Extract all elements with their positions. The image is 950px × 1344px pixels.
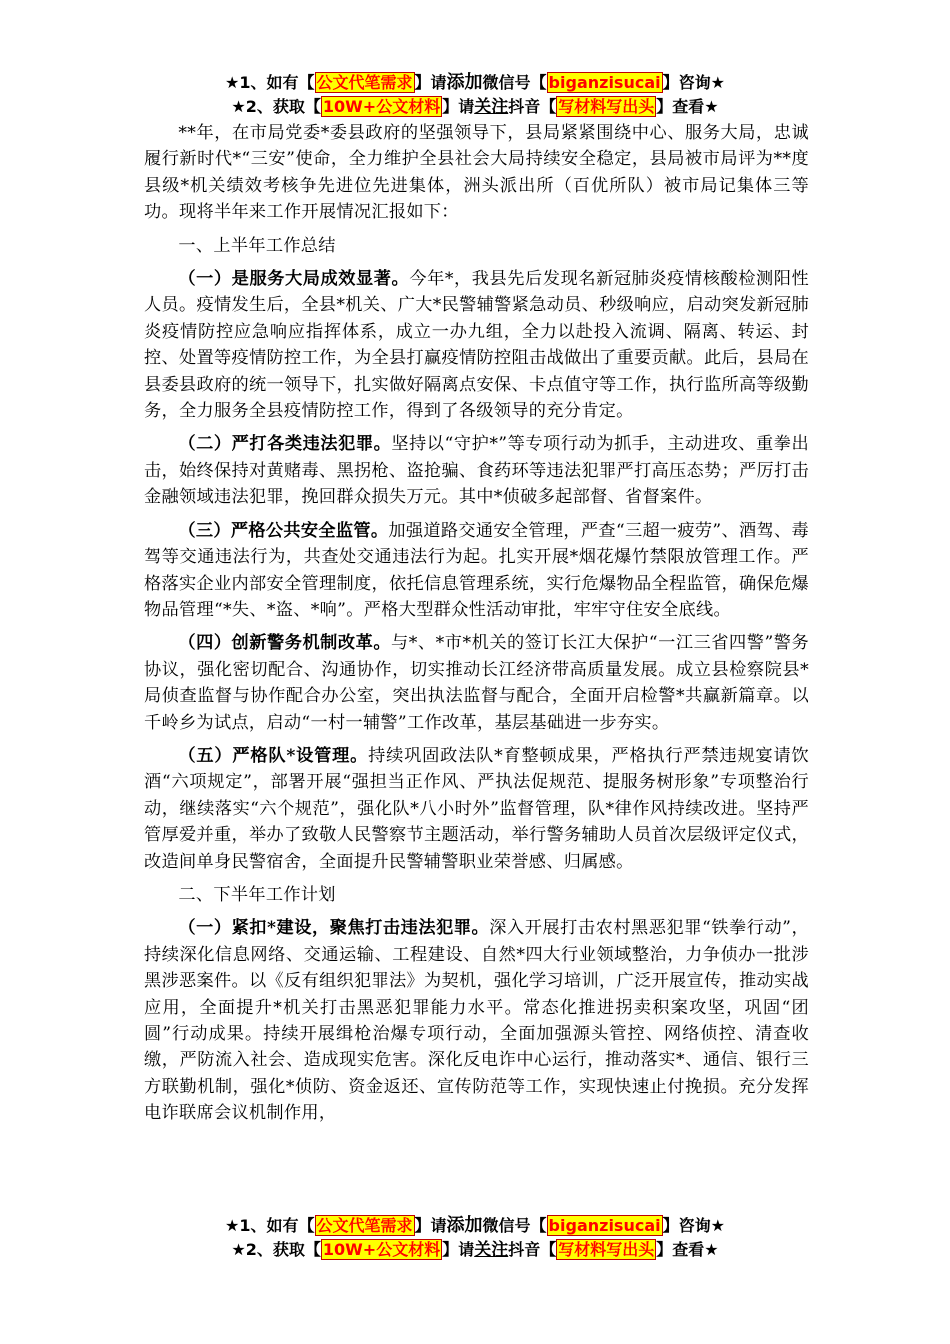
banner-text: 】请 (414, 1216, 447, 1235)
banner-text: 】请 (442, 1240, 475, 1259)
item-text: 深入开展打击农村黑恶犯罪“铁拳行动”，持续深化信息网络、交通运输、工程建设、自然*四大行业领域整治，力争侦办一批涉黑涉恶案件。以《反有组织犯罪法》为契机，强化学习培训，广泛开展宣传，推动实战应用，全面提升*机关打击黑恶犯罪能力水平。常态化推进拐卖积案攻坚，巩固“团圆”行动成果。持续开展缉枪治爆专项行动，全面加强源头管控、网络侦控、清查收缴，严防流入社会、造成现实危害。深化反电诈中心运行，推动落实*、通信、银行三方联勤机制，强化*侦防、资金返还、宣传防范等工作，实现快速止付挽损。充分发挥电诈联席会议机制作用， (144, 918, 809, 1124)
banner-text: 1、如有【 (239, 73, 315, 92)
item-lead: （四）创新警务机制改革。 (178, 633, 392, 654)
highlight-wechat-id: biganzisucai (548, 1216, 661, 1235)
banner-emphasis: 关注 (474, 97, 509, 117)
item-lead: （一）是服务大局成效显著。 (178, 269, 410, 290)
bottom-banner-line-1 (0, 1214, 950, 1238)
banner-text: 】查看★ (656, 1240, 719, 1259)
highlight-materials: 10W+公文材料 (322, 1240, 441, 1259)
item-text: 今年*，我县先后发现名新冠肺炎疫情核酸检测阳性人员。疫情发生后，全县*机关、广大*民警辅警紧急动员、秒级响应，启动突发新冠肺炎疫情防控应急响应指挥体系，成立一办九组，全力以赴投入流调、隔离、转运、封控、处置等疫情防控工作，为全县打赢疫情防控阻击战做出了重要贡献。此后，县局在县委县政府的统一领导下，扎实做好隔离点安保、卡点值守等工作，执行监所高等级勤务，全力服务全县疫情防控工作，得到了各级领导的充分肯定。 (144, 269, 809, 422)
banner-text: 微信号【 (482, 1216, 547, 1235)
banner-emphasis: 添加 (446, 1215, 483, 1236)
banner-text: 】咨询★ (662, 1216, 725, 1235)
banner-text: 】请 (414, 73, 447, 92)
banner-text: 抖音【 (508, 1240, 557, 1259)
banner-text: 1、如有【 (239, 1216, 315, 1235)
paragraph-item (144, 431, 809, 510)
star-icon: ★ (225, 1216, 240, 1235)
item-lead: （五）严格队*设管理。 (178, 745, 369, 766)
banner-text: 抖音【 (508, 97, 557, 116)
paragraph-item (144, 518, 809, 624)
document-body (144, 120, 809, 1134)
highlight-materials: 10W+公文材料 (322, 97, 441, 116)
top-banner-line-2 (0, 95, 950, 119)
paragraph-item (144, 266, 809, 424)
highlight-douyin: 写材料写出头 (558, 97, 655, 116)
star-icon: ★ (231, 97, 246, 116)
banner-text: 】请 (442, 97, 475, 116)
paragraph-item (144, 915, 809, 1126)
banner-text: 微信号【 (482, 73, 547, 92)
item-lead: （三）严格公共安全监管。 (178, 520, 389, 541)
banner-text: 】咨询★ (662, 73, 725, 92)
item-lead: （一）紧扣*建设，聚焦打击违法犯罪。 (178, 918, 490, 939)
star-icon: ★ (225, 73, 240, 92)
section-heading-2: 二、下半年工作计划 (178, 884, 336, 905)
banner-emphasis: 添加 (446, 72, 483, 93)
section-heading-1: 一、上半年工作总结 (178, 235, 336, 256)
item-text: 加强道路交通安全管理，严查“三超一疲劳”、酒驾、毒驾等交通违法行为，共查处交通违法行为起。扎实开展*烟花爆竹禁限放管理工作。严格落实企业内部安全管理制度，依托信息管理系统，实行危爆物品全程监管，确保危爆物品管理“*失、*盗、*响”。严格大型群众性活动审批，牢牢守住安全底线。 (144, 520, 810, 620)
item-text: 持续巩固政法队*育整顿成果，严格执行严禁违规宴请饮酒“六项规定”，部署开展“强担当正作风、严执法促规范、提服务树形象”专项整治行动，继续落实“六个规范”，强化队*八小时外”监督管理，队*律作风持续改进。坚持严管厚爱并重，举办了致敬人民警察节主题活动，举行警务辅助人员首次层级评定仪式，改造间单身民警宿舍，全面提升民警辅警职业荣誉感、归属感。 (144, 745, 809, 872)
intro-paragraph: **年，在市局党委*委县政府的坚强领导下，县局紧紧围绕中心、服务大局，忠诚履行新时代*“三安”使命，全力维护全县社会大局持续安全稳定，县局被市局评为**度县级*机关绩效考核争先进位先进集体，洲头派出所（百优所队）被市局记集体三等功。现将半年来工作开展情况汇报如下： (144, 123, 809, 223)
top-banner-line-1 (0, 71, 950, 95)
banner-text: 2、获取【 (245, 1240, 321, 1259)
star-icon: ★ (231, 1240, 246, 1259)
bottom-banner-line-2 (0, 1238, 950, 1262)
paragraph-item (144, 743, 809, 875)
highlight-wechat-id: biganzisucai (548, 73, 661, 92)
highlight-douyin: 写材料写出头 (558, 1240, 655, 1259)
banner-text: 】查看★ (656, 97, 719, 116)
paragraph-item (144, 630, 809, 736)
item-text: 坚持以“守护*”等专项行动为抓手，主动进攻、重拳出击，始终保持对黄赌毒、黑拐枪、盗抢骗、食药环等违法犯罪严打高压态势；严厉打击金融领域违法犯罪，挽回群众损失万元。其中*侦破多起部督、省督案件。 (144, 434, 809, 508)
banner-emphasis: 关注 (474, 1240, 509, 1260)
highlight-service: 公文代笔需求 (316, 73, 413, 92)
banner-text: 2、获取【 (245, 97, 321, 116)
item-lead: （二）严打各类违法犯罪。 (178, 434, 392, 455)
highlight-service: 公文代笔需求 (316, 1216, 413, 1235)
item-text: 与*、*市*机关的签订长江大保护“一江三省四警”警务协议，强化密切配合、沟通协作，切实推动长江经济带高质量发展。成立县检察院县*局侦查监督与协作配合办公室，突出执法监督与配合，全面开启检警*共赢新篇章。以千岭乡为试点，启动“一村一辅警”工作改革，基层基础进一步夯实。 (144, 633, 809, 733)
